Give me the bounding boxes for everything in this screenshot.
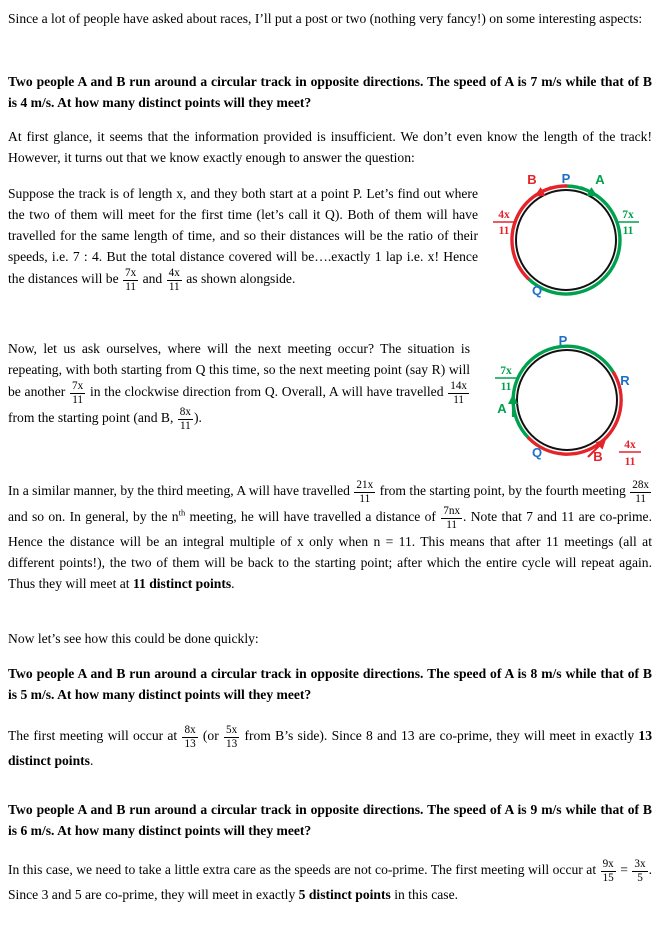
runner-b-label: B [527,172,537,187]
a-distance-numerator: 7x [500,365,512,377]
runner-b-arc [529,373,621,454]
point-p-label: P [561,171,571,186]
inline-fraction: $\frac{8x}{13}$ [184,724,196,750]
solution-2-paragraph: The first meeting will occur at $\frac{8x}{13}$ (or $\frac{5x}{13}$ from B’s side). Since 8 and 13 are co-prime, they will meet in exactly 13 distinct points. [8,724,652,769]
first-meeting-diagram [488,171,660,319]
solution-3-paragraph: In this case, we need to take a little extra care as the speeds are not co-prime. The first meeting will occur at $\frac{9x}{15}$ = $\frac{3x}{5}$ . Since 3 and 5 are co-prime, they will meet in exactly 5 distinct points in this case. [8,858,652,903]
runner-b-label: B [593,449,603,464]
intro-paragraph: Since a lot of people have asked about races, I’ll put a post or two (nothing very fancy!) on some interesting aspects: [8,11,643,26]
runner-a-label: A [497,401,507,416]
bold-answer-text: 13 distinct points [8,728,652,769]
inline-fraction: $\frac{8x}{11}$ [179,406,191,432]
inline-fraction: $\frac{28x}{11}$ [632,479,649,505]
track-circle [516,190,616,290]
bold-answer-text: 11 distinct points [132,576,232,592]
problem-statement-3: Two people A and B run around a circular track in opposite directions. The speed of A is 9 m/s while that of B is 6 m/s. At how many distinct points will they meet? [8,802,652,838]
inline-fraction: $\frac{9x}{15}$ [602,858,614,884]
inline-fraction: $\frac{4x}{11}$ [168,267,180,293]
point-p-label: P [558,333,568,348]
runner-b-arc [512,186,566,278]
runner-a-arc [513,346,614,438]
general-case-paragraph: In a similar manner, by the third meeting, A will have travelled $\frac{21x}{11}$ from the starting point, by the fourth meeting $\frac{28x}{11}$ and so on. In general, by the $n^{th}$ meeting, he will have travelled a distance of $\frac{7nx}{11}$ . Note that 7 and 11 are co-prime. Hence the distance will be an integral multiple of x only when n = 11. This means that after 11 meetings (all at different points!), the two of them will be back to the starting point; after which the entire cycle will repeat again. Thus they will meet at 11 distinct points. [8,479,652,592]
problem-statement-1: Two people A and B run around a circular track in opposite directions. The speed of A is 7 m/s while that of B is 4 m/s. At how many distinct points will they meet? [8,74,652,110]
next-meeting-paragraph: Now, let us ask ourselves, where will the next meeting occur? The situation is repeating, with both starting from Q this time, so the next meeting point (say R) will be another $\frac{7x}{11}$ in the clockwise direction from Q. Overall, A will have travelled $\frac{14x}{11}$ from the starting point (and B, $\frac{8x}{11}$ ). [8,341,470,432]
a-distance-denominator: 11 [500,381,512,393]
inline-fraction: $\frac{21x}{11}$ [356,479,374,505]
point-q-label: Q [531,283,543,298]
suppose-paragraph: Suppose the track is of length x, and they both start at a point P. Let’s find out where the two of them will meet for the first time (let’s call it Q). Both of them will have travelled for the same length of time, and so their distances will be the ratio of their speeds, i.e. 7 : 4. But the total distance covered will be….exactly 1 lap i.e. x! Hence the distances will be $\frac{7x}{11}$ and $\frac{4x}{11}$ as shown alongside. [8,186,478,293]
b-distance-denominator: 11 [498,225,510,237]
a-distance-denominator: 11 [622,225,634,237]
problem-statement-2: Two people A and B run around a circular track in opposite directions. The speed of A is 8 m/s while that of B is 5 m/s. At how many distinct points will they meet? [8,666,652,702]
second-meeting-diagram [482,329,658,479]
superscript-text: th [178,507,186,518]
inline-fraction: $\frac{3x}{5}$ [634,858,646,884]
inline-fraction: $\frac{14x}{11}$ [450,380,468,406]
insufficient-paragraph: At first glance, it seems that the information provided is insufficient. We don’t even know the length of the track! However, it turns out that we know exactly enough to answer the question: [8,129,652,165]
inline-fraction: $\frac{7x}{11}$ [72,380,84,406]
quickly-paragraph: Now let’s see how this could be done quickly: [8,631,259,646]
runner-a-arc [528,186,620,294]
runner-a-label: A [595,172,605,187]
point-r-label: R [620,373,630,388]
inline-fraction: $\frac{7nx}{11}$ [443,505,461,531]
b-distance-numerator: 4x [624,439,636,451]
inline-fraction: $\frac{7x}{11}$ [125,267,137,293]
point-q-label: Q [531,445,543,460]
b-distance-denominator: 11 [624,456,636,468]
inline-fraction: $\frac{5x}{13}$ [226,724,238,750]
b-distance-numerator: 4x [498,209,510,221]
bold-answer-text: 5 distinct points [298,887,391,903]
a-distance-numerator: 7x [622,209,634,221]
track-circle [517,350,617,450]
